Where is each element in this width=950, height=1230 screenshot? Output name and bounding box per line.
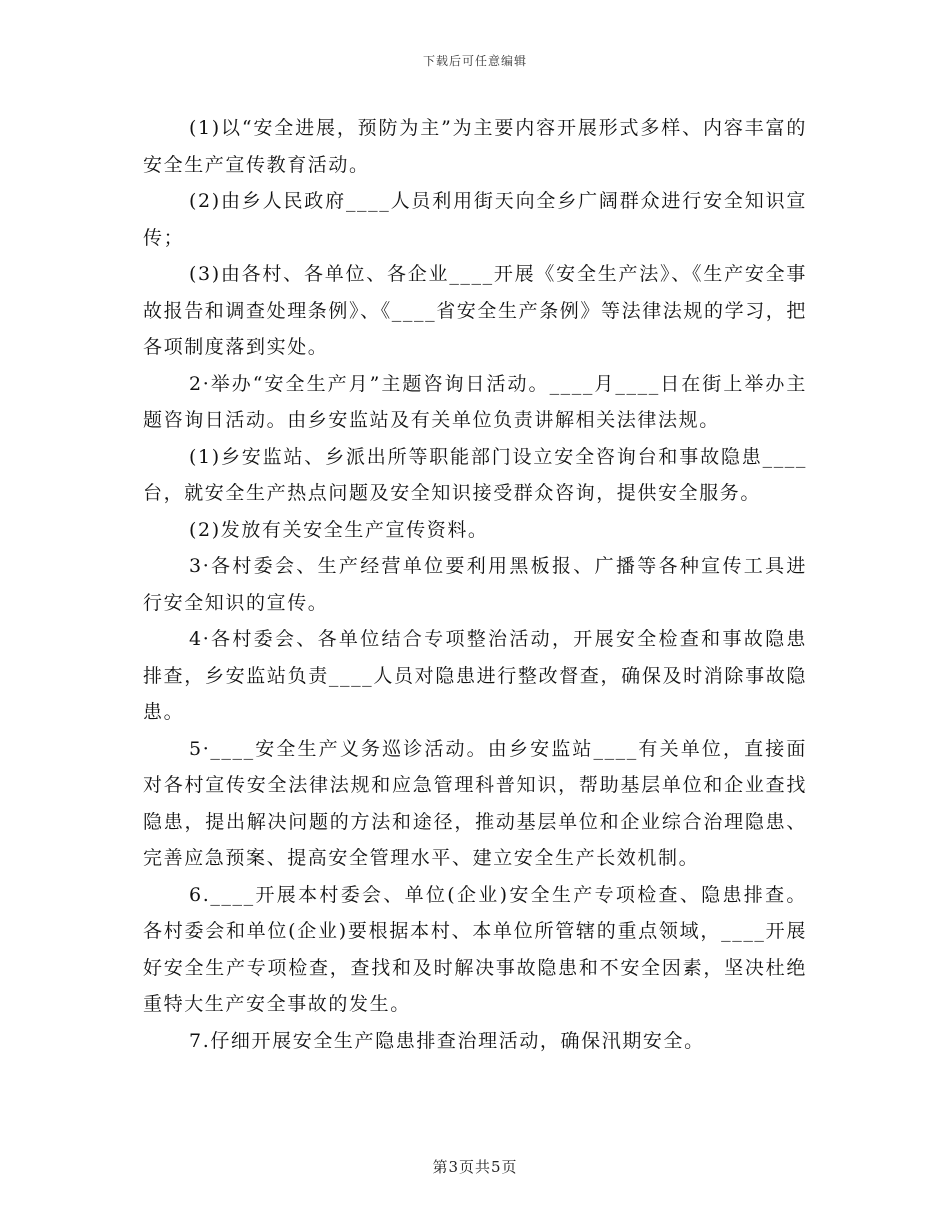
paragraph-3: 3·各村委会、生产经营单位要利用黑板报、广播等各种宣传工具进行安全知识的宣传。 bbox=[143, 555, 807, 614]
paragraph-2: 2·举办“安全生产月”主题咨询日活动。____月____日在街上举办主题咨询日活动。由乡安监站及有关单位负责讲解相关法律法规。 bbox=[143, 372, 807, 431]
paragraph-6: 6.____开展本村委会、单位(企业)安全生产专项检查、隐患排查。各村委会和单位(企业)要根据本村、本单位所管辖的重点领域，____开展好安全生产专项检查，查找和及时解决事故隐患和不安全因素，坚决杜绝重特大生产安全事故的发生。 bbox=[143, 883, 807, 1015]
paragraph-7: 7.仔细开展安全生产隐患排查治理活动，确保汛期安全。 bbox=[189, 1029, 705, 1052]
paragraph-5: 5·____安全生产义务巡诊活动。由乡安监站____有关单位，直接面对各村宣传安全法律法规和应急管理科普知识，帮助基层单位和企业查找隐患，提出解决问题的方法和途径，推动基层单位和企业综合治理隐患、完善应急预案、提高安全管理水平、建立安全生产长效机制。 bbox=[143, 737, 807, 869]
paragraph-2-2: (2)发放有关安全生产宣传资料。 bbox=[189, 518, 489, 541]
page-header: 下载后可任意编辑 bbox=[422, 54, 527, 68]
paragraph-1-1: (1)以“安全进展，预防为主”为主要内容开展形式多样、内容丰富的安全生产宣传教育活动。 bbox=[143, 117, 807, 176]
paragraph-1-2: (2)由乡人民政府____人员利用街天向全乡广阔群众进行安全知识宣传； bbox=[143, 190, 807, 249]
document-body bbox=[143, 110, 807, 1059]
page-footer: 第3页共5页 bbox=[432, 1158, 518, 1176]
paragraph-2-1: (1)乡安监站、乡派出所等职能部门设立安全咨询台和事故隐患____台，就安全生产热点问题及安全知识接受群众咨询，提供安全服务。 bbox=[143, 445, 807, 504]
paragraph-4: 4·各村委会、各单位结合专项整治活动，开展安全检查和事故隐患排查，乡安监站负责____人员对隐患进行整改督查，确保及时消除事故隐患。 bbox=[143, 628, 807, 723]
paragraph-1-3: (3)由各村、各单位、各企业____开展《安全生产法》、《生产安全事故报告和调查处理条例》、《____省安全生产条例》等法律法规的学习，把各项制度落到实处。 bbox=[143, 263, 808, 358]
